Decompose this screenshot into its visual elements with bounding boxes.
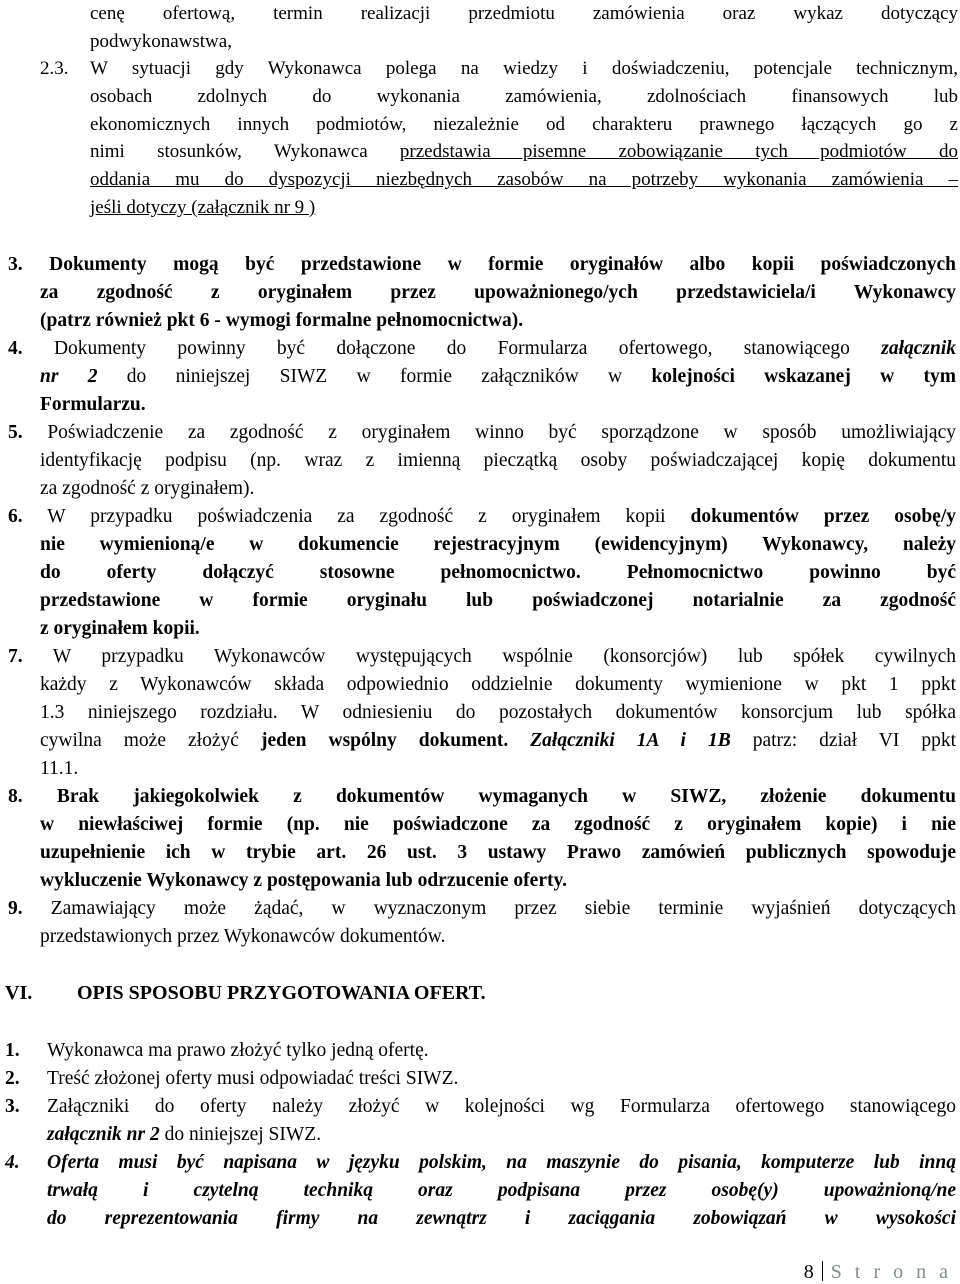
text-line: Formularzu. [40,394,146,415]
list-text: Treść złożonej oferty musi odpowiadać treści SIWZ. [47,1068,459,1089]
text-line: za zgodność z oryginałem). [40,478,255,499]
text-line [8,419,956,447]
text-segment: Dokumenty powinny być dołączone do Formularza ofertowego, stanowiącego [53,338,882,359]
text-line: 11.1. [40,758,79,779]
list-number: 1. [5,1040,20,1061]
list-number: 4. [5,1152,20,1173]
text-line [8,643,956,671]
list-item [5,1065,956,1093]
emphasis-text: nr 2 [40,366,98,387]
section-heading [5,982,486,1005]
top-continuation [90,0,958,56]
emphasis-text: załącznik [881,338,956,359]
list-item [5,1093,956,1121]
item-8 [8,783,956,895]
text-line: za zgodność z oryginałem przez upoważnionego/ych przedstawiciela/i Wykonawcy [40,282,956,303]
text-line: wykluczenie Wykonawcy z postępowania lub odrzucenie oferty. [40,870,568,891]
text-line: identyfikację podpisu (np. wraz z imienną pieczątką osoby poświadczającej kopię dokumentu [40,450,956,471]
text-line [8,363,956,391]
item-number: 8. [8,786,23,807]
text-line: 1.3 niniejszego rozdziału. W odniesieniu do pozostałych dokumentów konsorcjum lub spółka [40,702,956,723]
text-segment: Poświadczenie za zgodność z oryginałem winno być sporządzone w sposób umożliwiający [47,422,956,443]
text-segment: Zamawiający może żądać, w wyznaczonym przez siebie terminie wyjaśnień dotyczących [50,898,957,919]
list-text: Wykonawca ma prawo złożyć tylko jedną ofertę. [47,1040,429,1061]
item-number: 5. [8,422,23,443]
text-line: osobach zdolnych do wykonania zamówienia, zdolnościach finansowych lub [90,85,958,107]
list-item [5,1037,956,1065]
text-line: cenę ofertową, termin realizacji przedmiotu zamówienia oraz wykaz dotyczący [90,3,958,24]
list-item [5,1149,956,1177]
text-segment: Brak jakiegokolwiek z dokumentów wymaganych w SIWZ, złożenie dokumentu [56,786,956,807]
item-number: 3. [8,254,23,275]
bold-text: kolejności wskazanej w tym [651,366,957,387]
text-line: przedstawione w formie oryginału lub poświadczonej notarialnie za zgodność [40,590,956,611]
list-number: 3. [5,1096,20,1117]
text-line [8,251,956,279]
list-text: Oferta musi być napisana w języku polskim, na maszynie do pisania, komputerze lub inną [47,1152,956,1173]
text-line [90,138,958,166]
section-list [5,1037,956,1233]
list-item-continuation: do reprezentowania firmy na zewnątrz i zaciągania zobowiązań w wysokości [47,1208,956,1229]
page-number: 8 [803,1261,814,1283]
text-line [8,335,956,363]
list-text: do niniejszej SIWZ. [159,1124,322,1145]
text-line: ekonomicznych innych podmiotów, niezależnie od charakteru prawnego łączących go z [90,113,958,135]
text-line: przedstawionych przez Wykonawców dokumentów. [40,926,446,947]
item-5 [8,419,956,503]
text-line: z oryginałem kopii. [40,618,200,639]
list-number: 2. [5,1068,20,1089]
paragraph-2-3 [90,55,958,222]
text-segment: W przypadku Wykonawców występujących wspólnie (konsorcjów) lub spółek cywilnych [52,646,956,667]
text-line [8,895,956,923]
text-line: każdy z Wykonawców składa odpowiednio oddzielnie dokumenty wymienione w pkt 1 ppkt [40,674,956,695]
section-title: OPIS SPOSOBU PRZYGOTOWANIA OFERT. [77,982,486,1004]
page-footer [804,1261,952,1284]
text-line [8,783,956,811]
item-number: 4. [8,338,23,359]
text-line [8,503,956,531]
text-line: nie wymienioną/e w dokumencie rejestracyjnym (ewidencyjnym) Wykonawcy, należy [40,534,956,555]
underlined-text-line: jeśli dotyczy (załącznik nr 9 ) [90,196,316,218]
item-7 [8,643,956,783]
text-segment: cywilna może złożyć [40,730,261,751]
emphasis-text: Załączniki 1A i 1B [508,730,731,751]
text-line: uzupełnienie ich w trybie art. 26 ust. 3 ustawy Prawo zamówień publicznych spowoduje [40,842,956,863]
text-segment: patrz: dział VI ppkt [730,730,957,751]
text-segment: do niniejszej SIWZ w formie załączników w [97,366,652,387]
footer-divider [822,1261,823,1281]
text-segment: W przypadku poświadczenia za zgodność z oryginałem kopii [47,506,691,527]
text-segment: nimi stosunków, Wykonawca [90,141,400,163]
underlined-text-line: oddania mu do dyspozycji niezbędnych zasobów na potrzeby wykonania zamówienia – [90,169,958,191]
emphasis-text: załącznik nr 2 [47,1124,160,1145]
item-3 [8,251,956,335]
item-9 [8,895,956,951]
underlined-text: przedstawia pisemne zobowiązanie tych podmiotów do [399,141,958,163]
item-6 [8,503,956,643]
list-text: Załączniki do oferty należy złożyć w kolejności wg Formularza ofertowego stanowiącego [47,1096,956,1117]
list-item-continuation: trwałą i czytelną techniką oraz podpisana przez osobę(y) upoważnioną/ne [47,1180,956,1201]
text-segment: Dokumenty mogą być przedstawione w formie oryginałów albo kopii poświadczonych [49,254,956,275]
list-item-continuation [5,1121,956,1149]
item-4 [8,335,956,419]
text-line: w niewłaściwej formie (np. nie poświadczone za zgodność z oryginałem kopie) i nie [40,814,956,835]
page-word: S t r o n a [830,1261,952,1283]
text-line: W sytuacji gdy Wykonawca polega na wiedzy i doświadczeniu, potencjale technicznym, [90,58,958,79]
bold-text: jeden wspólny dokument. [260,730,509,751]
text-line: do oferty dołączyć stosowne pełnomocnictwo. Pełnomocnictwo powinno być [40,562,956,583]
item-number: 9. [8,898,23,919]
text-line [8,727,956,755]
bold-text: dokumentów przez osobę/y [690,506,956,527]
section-number: VI. [5,982,33,1004]
item-number: 6. [8,506,23,527]
text-line: (patrz również pkt 6 - wymogi formalne pełnomocnictwa). [40,310,524,331]
item-number: 7. [8,646,23,667]
text-line: podwykonawstwa, [90,30,232,52]
paragraph-number: 2.3. [40,58,69,79]
